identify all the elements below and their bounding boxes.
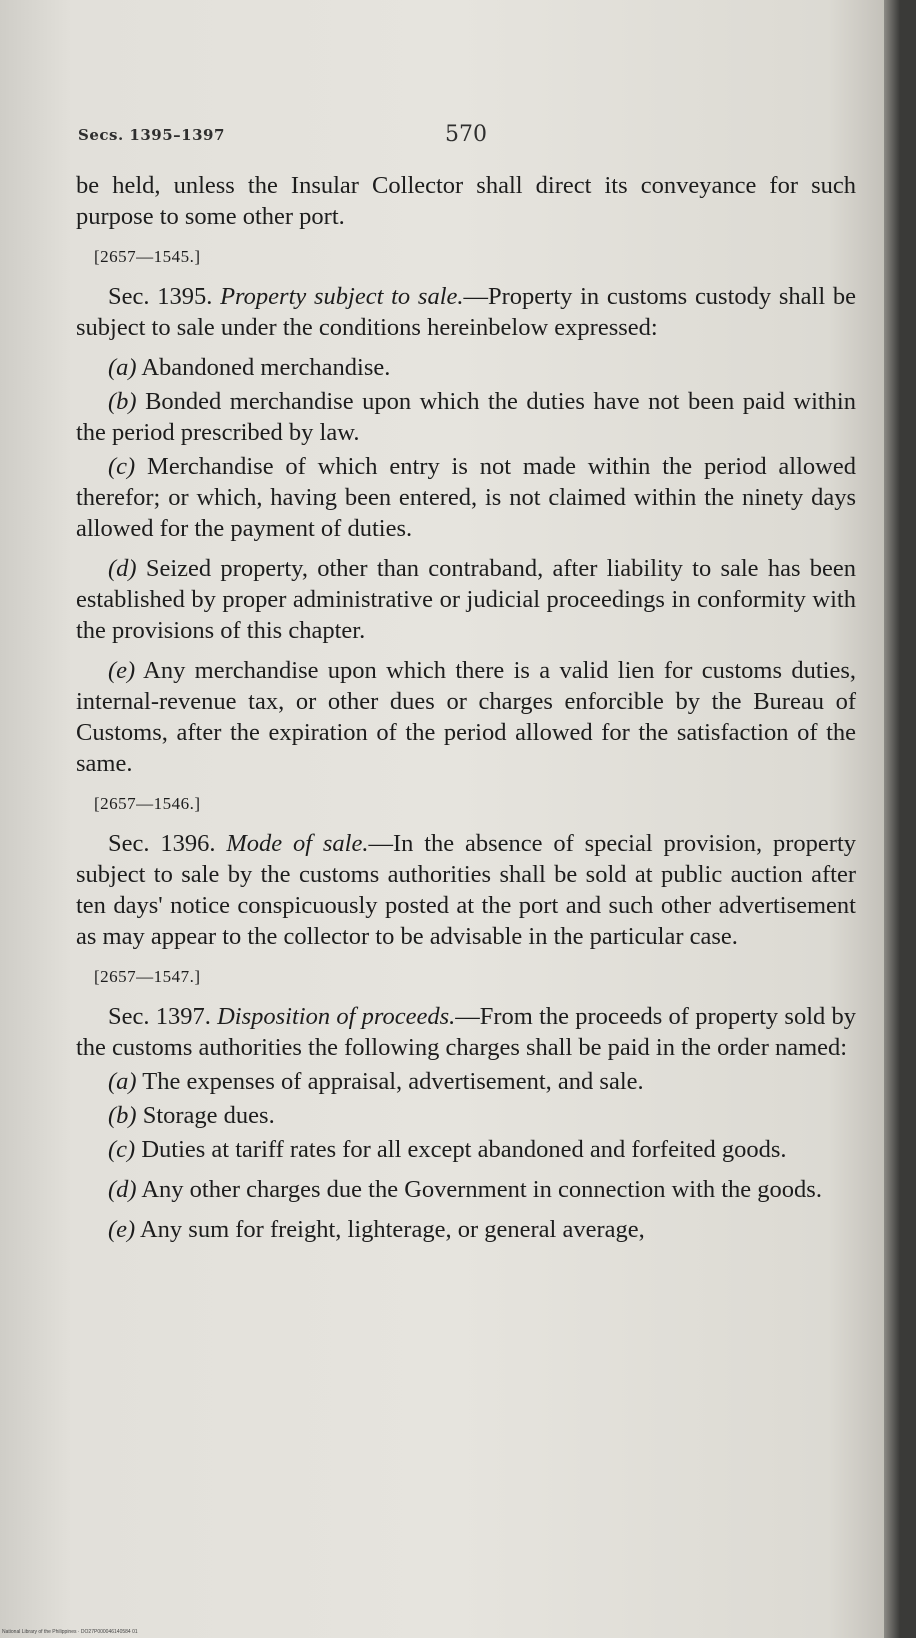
page-number: 570 [445,122,487,147]
continued-paragraph: be held, unless the Insular Collector shall direct its conveyance for such purpose to some other port. [76,172,856,230]
item-marker: (e) [108,657,136,684]
section-1395-title: Property subject to sale. [220,283,464,310]
item-marker: (c) [108,1136,136,1163]
section-1396-label: Sec. 1396. [108,830,216,857]
item-marker: (d) [108,555,137,582]
item-marker: (b) [108,1102,137,1129]
section-1397-item-a: (a) The expenses of appraisal, advertisement, and sale. [108,1068,644,1095]
section-1395-item-e: (e) Any merchandise upon which there is a valid lien for customs duties, internal-revenue tax, or other dues or charges enforcible by the Bureau of Customs, after the expiration of the period allowed for the satisfaction of the same. [76,657,856,777]
citation-1546: [2657—1546.] [94,794,201,813]
section-1397-item-e: (e) Any sum for freight, lighterage, or general average, [108,1216,645,1243]
section-1397-title: Disposition of proceeds. [217,1003,456,1030]
item-marker: (a) [108,354,137,381]
section-1397 [76,1001,856,1063]
section-1397-item-d: (d) Any other charges due the Government in connection with the goods. [108,1176,822,1203]
citation-1545: [2657—1545.] [94,247,201,266]
section-1397-item-c: (c) Duties at tariff rates for all except abandoned and forfeited goods. [108,1136,787,1163]
section-1395-body: —Property in customs custody shall be subject to sale under the conditions hereinbelow expressed: [76,283,857,341]
item-marker: (e) [108,1216,136,1243]
section-1397-label: Sec. 1397. [108,1003,211,1030]
section-1395-item-c: (c) Merchandise of which entry is not made within the period allowed therefor; or which, having been entered, is not claimed within the ninety days allowed for the payment of duties. [76,453,856,542]
section-1397-item-b: (b) Storage dues. [108,1102,275,1129]
scan-footer: National Library of the Philippines · DO27P000046140584 01 [2,1629,138,1635]
page-header [78,122,858,150]
section-1395 [76,281,856,343]
book-spine-shadow [884,0,900,1638]
section-1397-body: —From the proceeds of property sold by the customs authorities the following charges shall be paid in the order named: [76,1003,856,1061]
section-1395-item-b: (b) Bonded merchandise upon which the duties have not been paid within the period prescribed by law. [76,388,856,446]
section-1396-body: —In the absence of special provision, property subject to sale by the customs authorities shall be sold at public auction after ten days' notice conspicuously posted at the port and such other advertisement as may appear to the collector to be advisable in the particular case. [76,830,857,950]
item-marker: (c) [108,453,136,480]
section-1396 [76,828,856,952]
body-text [76,170,856,1254]
item-marker: (d) [108,1176,137,1203]
item-marker: (a) [108,1068,137,1095]
section-1395-label: Sec. 1395. [108,283,213,310]
citation-1547: [2657—1547.] [94,967,201,986]
section-1395-item-d: (d) Seized property, other than contraband, after liability to sale has been established by proper administrative or judicial proceedings in conformity with the provisions of this chapter. [76,555,856,644]
section-1396-title: Mode of sale. [226,830,369,857]
section-1395-item-a: (a) Abandoned merchandise. [108,354,391,381]
section-range: Secs. 1395–1397 [78,126,225,144]
item-marker: (b) [108,388,137,415]
